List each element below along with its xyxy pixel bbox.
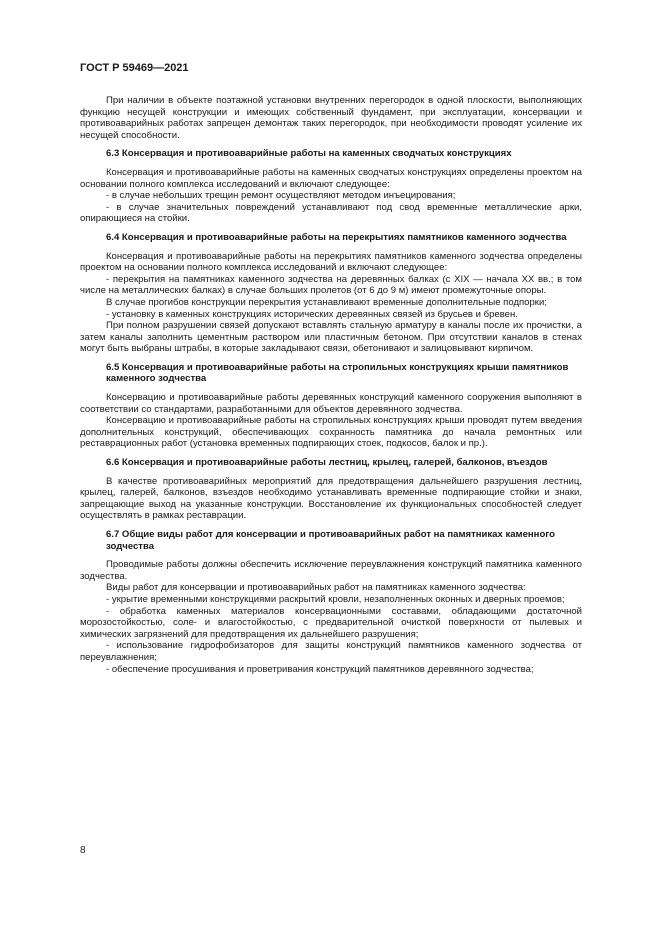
paragraph: Консервация и противоаварийные работы на каменных сводчатых конструкциях определены проектом на основании полного комплекса исследований и включают следующее: [80, 166, 582, 190]
paragraph: Консервацию и противоаварийные работы деревянных конструкций каменного сооружения выполняют в соответствии со стандартами, разработанными для объектов деревянного зодчества. [80, 392, 582, 415]
paragraph: - обработка каменных материалов консервационными составами, обладающими достаточной морозостойкостью, соле- и влагостойкостью, с предварительной очисткой поверхности от пылевых и химических загрязнений для предотвращения их дальнейшего разрушения; [80, 605, 582, 640]
paragraph: Консервация и противоаварийные работы на перекрытиях памятников каменного зодчества определены проектом на основании полного комплекса исследований и включают следующее: [80, 250, 582, 274]
section-heading: 6.3 Консервация и противоаварийные работы на каменных сводчатых конструкциях [106, 148, 512, 160]
section-heading: 6.5 Консервация и противоаварийные работы на стропильных конструкциях крыши памятников каменного зодчества [106, 361, 569, 385]
paragraph: При полном разрушении связей допускают вставлять стальную арматуру в каналы после их прочистки, а затем каналы заполнить цементным раствором или пластичным бетоном. При отсутствии каналов в стенах могут быть выбраны штрабы, в которые закладывают связи, обетонивают и залицовывают кирпичом. [80, 320, 582, 355]
section-heading: 6.4 Консервация и противоаварийные работы на перекрытиях памятников каменного зодчества [106, 231, 567, 243]
document-body [80, 95, 582, 675]
paragraph: В качестве противоаварийных мероприятий для предотвращения дальнейшего разрушения лестниц, крылец, галерей, балконов, взъездов необходимо устанавливать временные подпирающие стойки и знаки, запрещающие выход на указанные конструкции. Восстановление их функциональных способностей следует осуществлять в рамках реставрации. [80, 475, 582, 522]
page-number: 8 [80, 845, 86, 856]
paragraph: В случае прогибов конструкции перекрытия устанавливают временные дополнительные подпорки; [106, 296, 547, 308]
paragraph: Консервацию и противоаварийные работы на стропильных конструкциях крыши проводят путем введения дополнительных конструкций, обеспечивающих сохранность памятника до начала ремонтных или реставрационных работ (установка временных подпирающих стоек, подкосов, балок и пр.). [80, 415, 582, 450]
document-header: ГОСТ Р 59469—2021 [80, 62, 189, 74]
paragraph: Проводимые работы должны обеспечить исключение переувлажнения конструкций памятника каменного зодчества. [80, 559, 582, 582]
paragraph: - использование гидрофобизаторов для защиты конструкций памятников каменного зодчества от переувлажнения; [80, 640, 582, 663]
section-heading: 6.7 Общие виды работ для консервации и противоаварийных работ на памятниках каменного зодчества [106, 529, 555, 552]
paragraph: При наличии в объекте поэтажной установки внутренних перегородок в одной плоскости, выполняющих функцию несущей конструкции и имеющих собственный фундамент, при эксплуатации, консервации и противоаварийных работах запрещен демонтаж таких перегородок, при необходимости проводят усиление их несущей способности. [80, 95, 582, 141]
paragraph: - установку в каменных конструкциях исторических деревянных связей из брусьев и бревен. [106, 308, 518, 320]
paragraph: Виды работ для консервации и противоаварийных работ на памятниках каменного зодчества: [106, 582, 526, 594]
paragraph: - укрытие временными конструкциями раскрытий кровли, незаполненных оконных и дверных проемов; [106, 593, 565, 605]
section-heading: 6.6 Консервация и противоаварийные работы лестниц, крылец, галерей, балконов, въездов [106, 457, 548, 469]
paragraph: - перекрытия на памятниках каменного зодчества на деревянных балках (с XIX — начала XX вв.; в том числе на металлических балках) в случае больших пролетов (от 6 до 9 м) имеют промежуточные опоры. [80, 273, 582, 297]
paragraph: - обеспечение просушивания и проветривания конструкций памятников деревянного зодчества; [106, 663, 534, 675]
paragraph: - в случае небольших трещин ремонт осуществляют методом инъецирования; [106, 190, 456, 202]
paragraph: - в случае значительных повреждений устанавливают под свод временные металлические арки, опирающиеся на стойки. [80, 201, 582, 225]
